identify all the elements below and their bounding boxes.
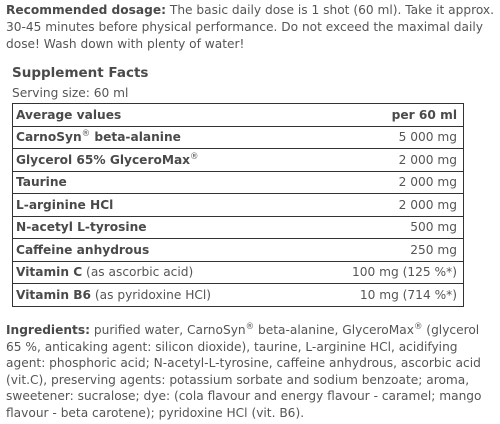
nutrient-value: 2 000 mg [302,194,464,217]
ingredients-text-3: (glycerol 65 %, anticaking agent: silicon dioxide), taurine, L-arginine HCl, acidifying agent: phosphoric acid; N-acetyl-L-tyrosine, caffeine anhydrous, ascorbic acid (vit.C), preserving agents: potassium sorbate and sodium benzoate; aroma, sweetener: sucralose; dye: (cola flavour and energy flavour - caramel; mango flavour - beta carotene); pyridoxine HCl (vit. B6). [6,323,482,420]
table-row [13,239,464,262]
nutrient-name: N-acetyl L-tyrosine [16,220,147,235]
ingredients-label: Ingredients: [6,323,91,337]
nutrient-cell [13,149,302,172]
dosage-paragraph [6,2,496,53]
nutrient-cell [13,239,302,262]
nutrient-note: (as ascorbic acid) [82,265,194,280]
table-row [13,149,464,172]
facts-table [12,104,464,307]
table-row [13,126,464,149]
nutrient-value: 250 mg [302,239,464,262]
nutrient-value: 500 mg [302,216,464,239]
nutrient-value: 5 000 mg [302,126,464,149]
nutrient-cell [13,171,302,194]
dosage-text: The basic daily dose is 1 shot (60 ml). Take it approx. 30-45 minutes before physical performance. Do not exceed the maximal daily dose! Wash down with plenty of water! [6,3,495,51]
nutrient-name: CarnoSyn [16,130,82,145]
ingredients-text-1: purified water, CarnoSyn [90,323,246,337]
nutrient-name: L-arginine HCl [16,197,114,212]
nutrient-cell [13,284,302,307]
dosage-label: Recommended dosage: [6,3,166,17]
nutrient-name: Caffeine anhydrous [16,242,150,257]
registered-mark: ® [245,321,255,332]
nutrient-name: Glycerol 65% GlyceroMax [16,152,191,167]
nutrient-name-suffix: beta-alanine [90,130,181,145]
nutrient-value: 100 mg (125 %*) [302,261,464,284]
registered-mark: ® [81,129,91,140]
nutrient-cell [13,126,302,149]
nutrient-name: Vitamin B6 [16,287,92,302]
header-value: per 60 ml [302,104,464,126]
supplement-facts-panel [12,64,464,307]
facts-header-row [13,104,464,126]
registered-mark: ® [190,151,199,162]
ingredients-text-2: beta-alanine, GlyceroMax [254,323,414,337]
table-row [13,284,464,307]
serving-size: Serving size: 60 ml [12,83,464,104]
nutrient-name: Vitamin C [16,265,83,280]
nutrient-cell [13,216,302,239]
nutrient-value: 10 mg (714 %*) [302,284,464,307]
header-name: Average values [13,104,302,126]
ingredients-paragraph [6,322,496,421]
nutrient-value: 2 000 mg [302,149,464,172]
facts-title: Supplement Facts [12,65,149,81]
table-row [13,171,464,194]
nutrient-note: (as pyridoxine HCl) [91,287,212,302]
nutrient-value: 2 000 mg [302,171,464,194]
nutrient-cell [13,194,302,217]
table-row [13,216,464,239]
nutrient-name: Taurine [16,175,67,190]
table-row [13,194,464,217]
registered-mark: ® [413,321,423,332]
nutrient-cell [13,261,302,284]
table-row [13,261,464,284]
